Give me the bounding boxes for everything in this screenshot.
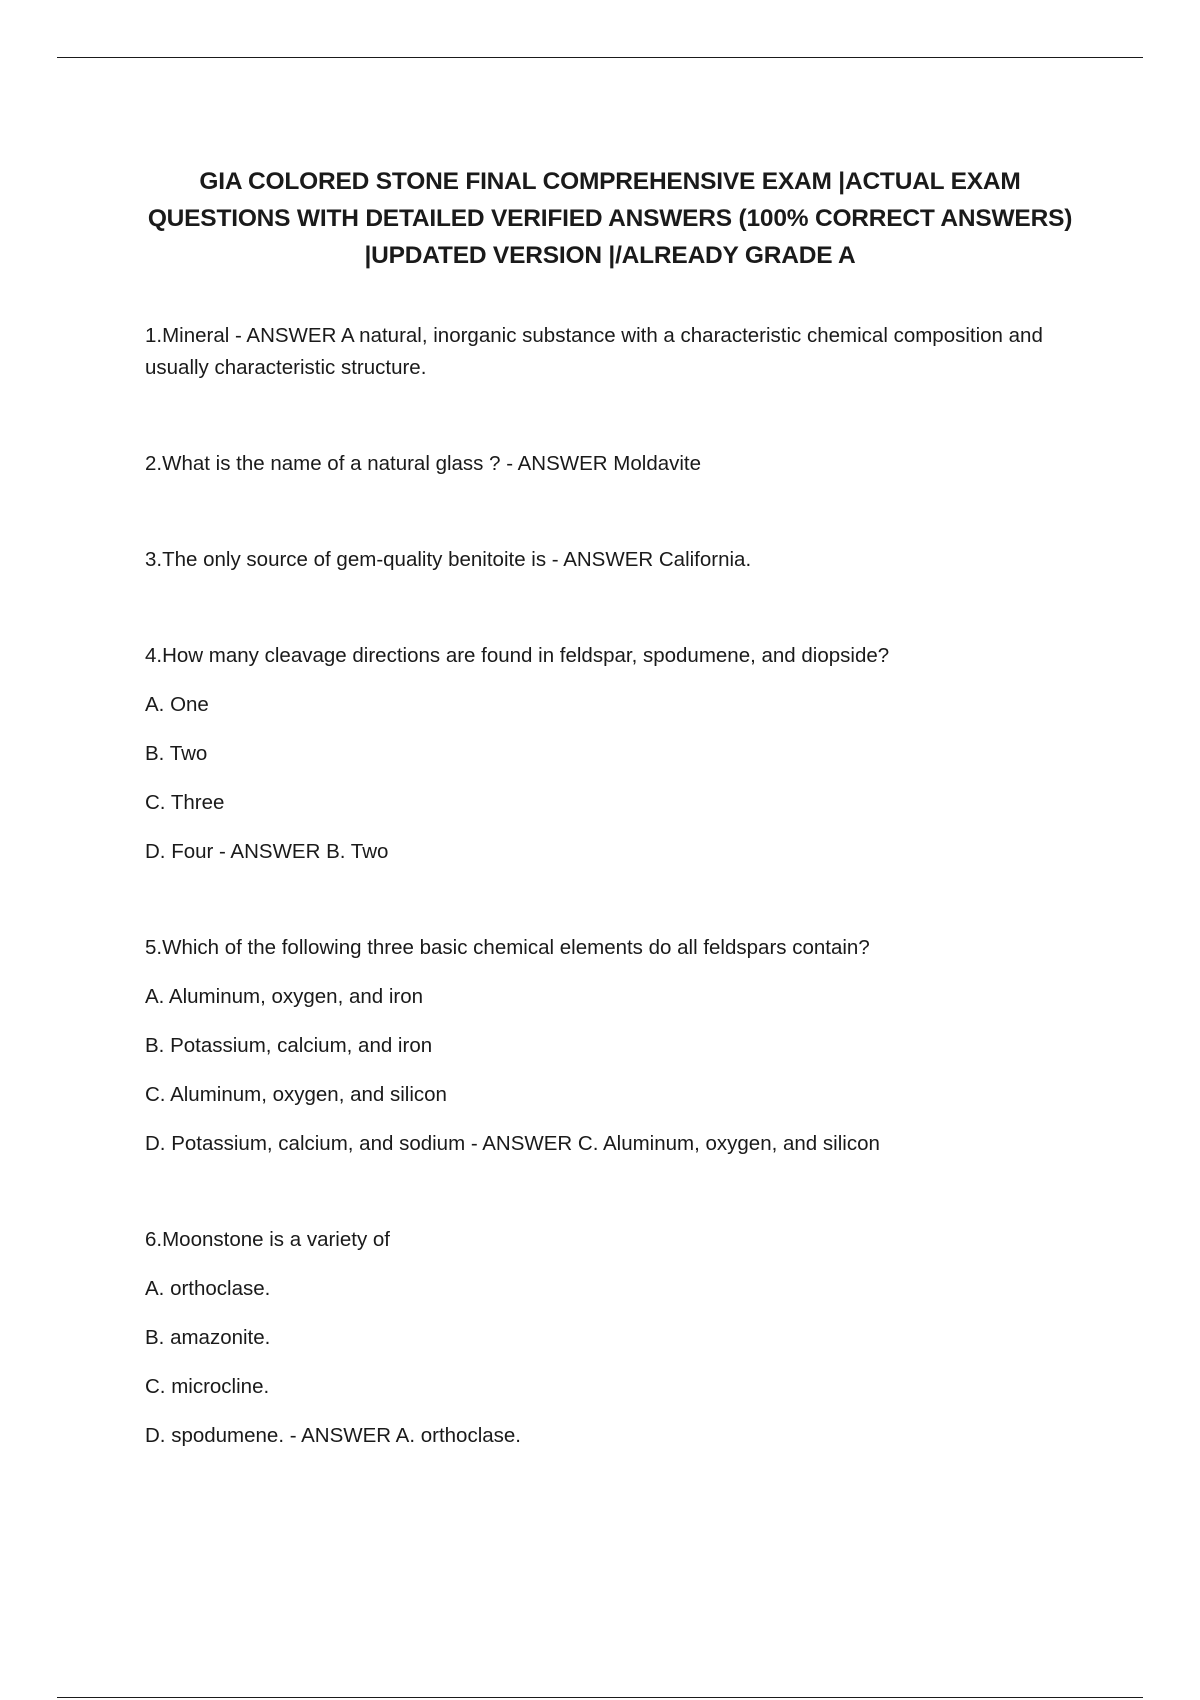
question-item [145, 544, 1105, 576]
question-text: 5.Which of the following three basic chemical elements do all feldspars contain? [145, 936, 870, 959]
answer-option: A. Aluminum, oxygen, and iron [145, 985, 424, 1008]
answer-option: B. amazonite. [145, 1326, 271, 1349]
bottom-rule [57, 1697, 1143, 1698]
question-text: 1.Mineral - ANSWER A natural, inorganic substance with a characteristic chemical composition and usually characteristic structure. [145, 324, 1043, 379]
top-rule [57, 57, 1143, 58]
question-text: 3.The only source of gem-quality benitoite is - ANSWER California. [145, 548, 752, 571]
answer-option: C. microcline. [145, 1375, 270, 1398]
document-title: GIA COLORED STONE FINAL COMPREHENSIVE EXAM |ACTUAL EXAM QUESTIONS WITH DETAILED VERIFIED ANSWERS (100% CORRECT ANSWERS) |UPDATED VERSION |/ALREADY GRADE A [147, 168, 1073, 270]
answer-option: D. spodumene. - ANSWER A. orthoclase. [145, 1424, 521, 1447]
question-text: 4.How many cleavage directions are found in feldspar, spodumene, and diopside? [145, 644, 890, 667]
question-list [145, 320, 1105, 1516]
answer-option: C. Aluminum, oxygen, and silicon [145, 1083, 447, 1106]
question-text: 2.What is the name of a natural glass ? - ANSWER Moldavite [145, 452, 702, 475]
answer-option: D. Four - ANSWER B. Two [145, 840, 389, 863]
answer-option: A. One [145, 693, 209, 716]
question-text: 6.Moonstone is a variety of [145, 1228, 390, 1251]
question-item [145, 320, 1105, 384]
question-item [145, 932, 1105, 1160]
question-item [145, 448, 1105, 480]
answer-option: D. Potassium, calcium, and sodium - ANSWER C. Aluminum, oxygen, and silicon [145, 1132, 880, 1155]
answer-option: B. Potassium, calcium, and iron [145, 1034, 433, 1057]
answer-option: C. Three [145, 791, 225, 814]
question-item [145, 1224, 1105, 1452]
question-item [145, 640, 1105, 868]
answer-option: A. orthoclase. [145, 1277, 271, 1300]
answer-option: B. Two [145, 742, 208, 765]
